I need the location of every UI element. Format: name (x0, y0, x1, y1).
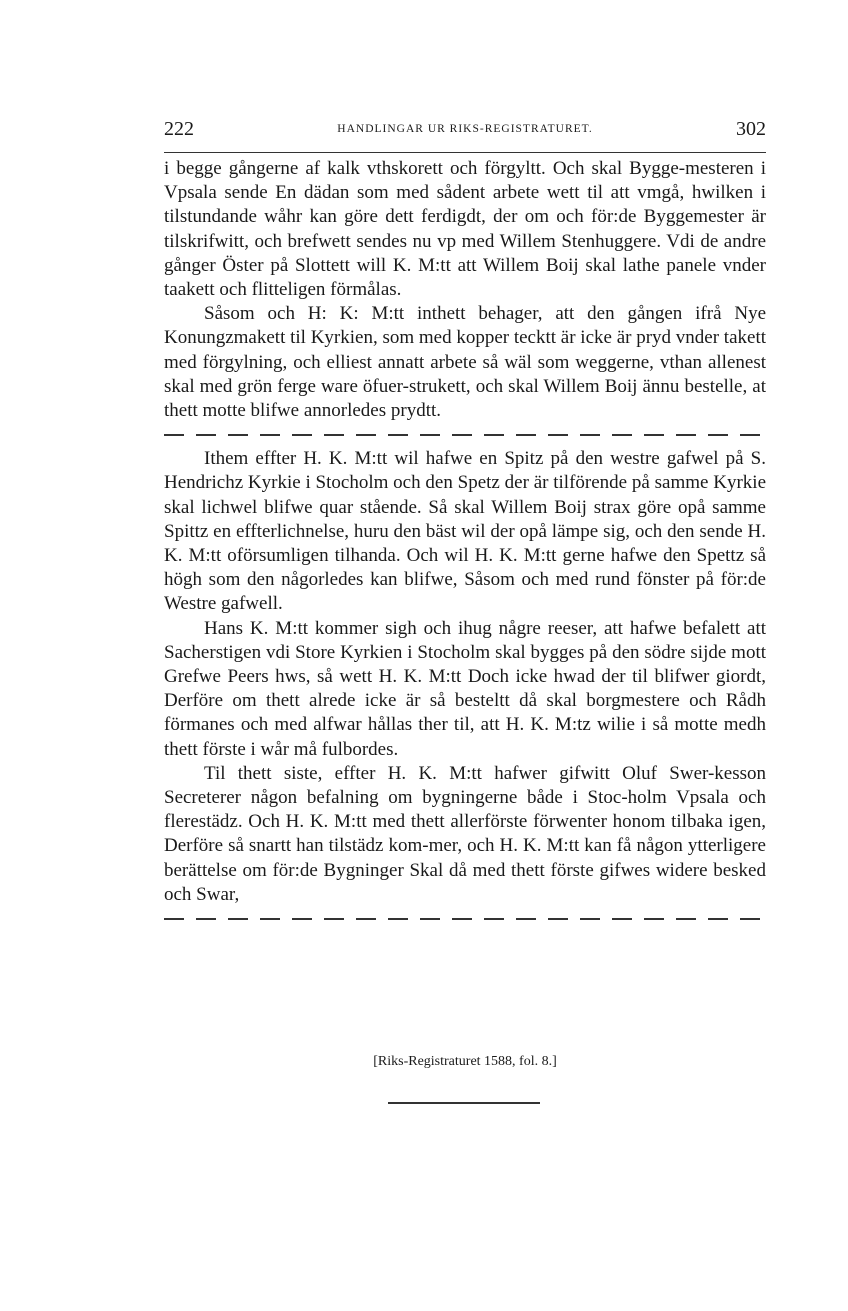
end-dashes (164, 907, 766, 931)
paragraph-3: Ithem effter H. K. M:tt wil hafwe en Spitz på den westre gafwel på S. Hendrichz Kyrkie i Stocholm och den Spetz der är tilförende på samme Kyrkie skal lichwel blifwe quar stående. Så skal Willem Boij strax göre opå samme Spittz en effterlichnelse, huru den bäst wil der opå lämpe sig, och den sende H. K. M:tt oförsumligen tilhanda. Och wil H. K. M:tt gerne hafwe den Spettz så högh som den någorledes kan blifwe, Såsom och med rund fönster på för:de Westre gafwell. (164, 448, 766, 615)
paragraph-4: Hans K. M:tt kommer sigh och ihug någre reeser, att hafwe befalett att Sacherstigen vdi Store Kyrkien i Stocholm skal bygges på den södre sijde mott Grefwe Peers hws, så wett H. K. M:tt Doch icke hwad der til blifwer giordt, Derföre om thett alrede icke är så besteltt då skal borgmestere och Rådh förmanes och med alfwar hållas ther til, att H. K. M:tz wilie i så motte medh thett förste i wår må fulbordes. (164, 617, 766, 760)
running-header (164, 118, 766, 148)
paragraph-5: Til thett siste, effter H. K. M:tt hafwer gifwitt Oluf Swer-kesson Secreterer någon befalning om bygningerne både i Stoc-holm Vpsala och flerestädz. Och H. K. M:tt med thett allerförste förwenter honom tilbaka igen, Derföre så snartt han tilstädz kom-mer, och H. K. M:tt kan få någon ytterligere berättelse om för:de Bygninger Skal då med thett förste gifwes widere besked och Swar, (164, 762, 766, 905)
paragraph-2: Såsom och H: K: M:tt inthett behager, att den gången ifrå Nye Konungzmakett til Kyrkien, som med kopper tecktt är icke är pryd vnder takett med förgylning, och elliest annatt arbete så wäl som weggerne, vthan allenest skal med grön ferge ware öfuer-strukett, och skal Willem Boij ännu bestelle, at thett motte blifwe annorledes prydtt. (164, 303, 767, 422)
running-title: HANDLINGAR UR RIKS-REGISTRATURET. (337, 123, 593, 135)
header-rule (164, 152, 766, 153)
end-rule (388, 1102, 540, 1104)
paragraph-1: i begge gångerne af kalk vthskorett och förgyltt. Och skal Bygge-mesteren i Vpsala sende En dädan som med sådent arbete wett til att vmgå, hwilken i tilstundande wåhr kan göre dett ferdigdt, der om och för:de Byggemester är tilskrifwitt, och brefwett sendes nu vp med Willem Stenhuggere. Vdi de andre gånger Öster på Slottett will K. M:tt att Willem Boij skal lathe panele vnder taakett och flitteligen förmålas. (164, 158, 766, 301)
section-break-dashes (164, 423, 766, 447)
page-body (164, 157, 766, 931)
page-number-right: 302 (736, 118, 766, 140)
page-number-left: 222 (164, 118, 194, 140)
source-citation: [Riks-Registraturet 1588, fol. 8.] (373, 1054, 557, 1069)
